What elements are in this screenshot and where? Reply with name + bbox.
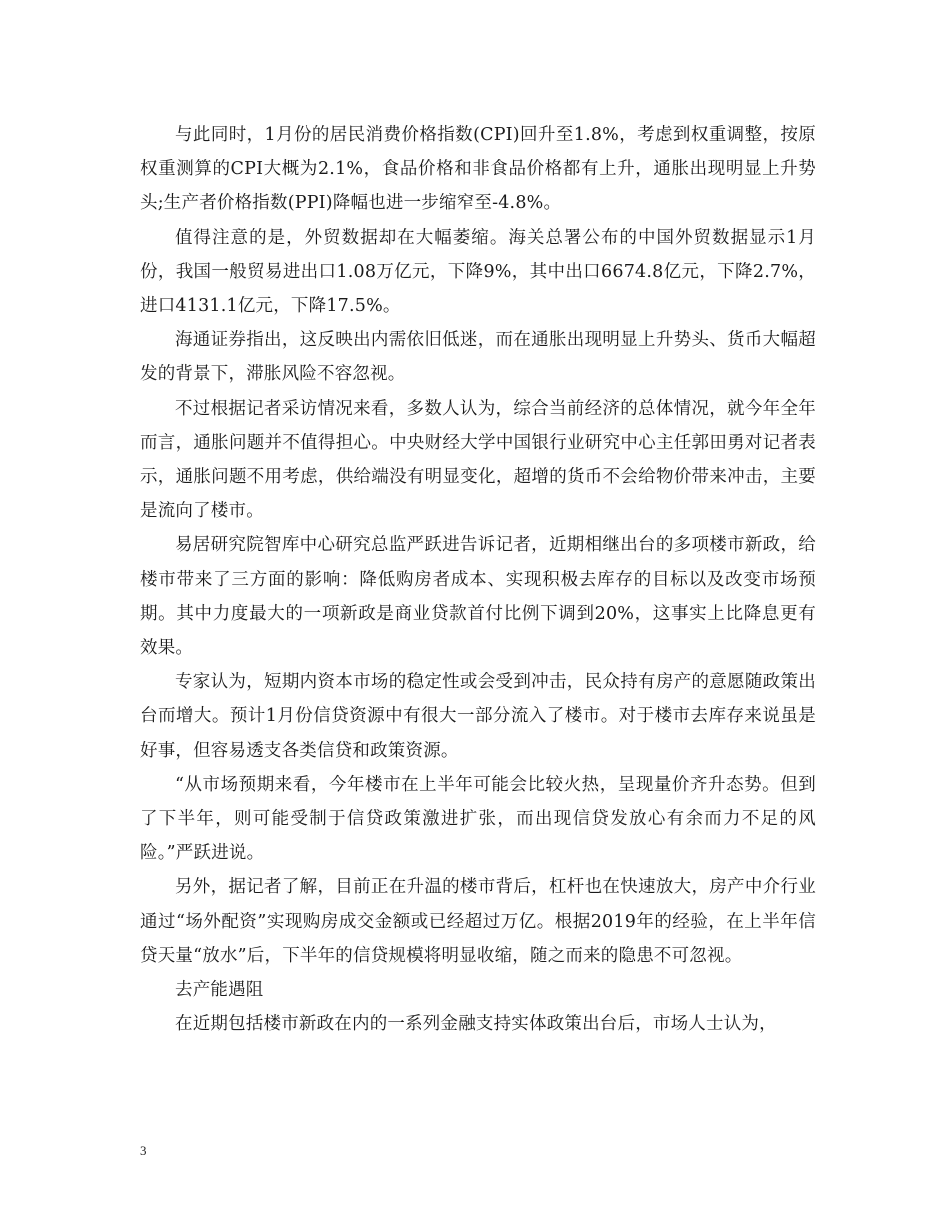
paragraph-haitong: 海通证券指出，这反映出内需依旧低迷，而在通胀出现明显上升势头、货币大幅超发的背景下，滞胀风险不容忽视。 [140, 330, 816, 385]
document-body [140, 118, 816, 1041]
paragraph-housing-policy: 易居研究院智库中心研究总监严跃进告诉记者，近期相继出台的多项楼市新政，给楼市带来了三方面的影响：降低购房者成本、实现积极去库存的目标以及改变市场预期。其中力度最大的一项新政是商业贷款首付比例下调到20%，这事实上比降息更有效果。 [140, 535, 816, 659]
page-number: 3 [140, 1143, 147, 1158]
paragraph-expert-view: 专家认为，短期内资本市场的稳定性或会受到冲击，民众持有房产的意愿随政策出台而增大。预计1月份信贷资源中有很大一部分流入了楼市。对于楼市去库存来说虽是好事，但容易透支各类信贷和政策资源。 [140, 672, 816, 761]
paragraph-quote: “从市场预期来看，今年楼市在上半年可能会比较火热，呈现量价齐升态势。但到了下半年，则可能受制于信贷政策激进扩张，而出现信贷发放心有余而力不足的风险。”严跃进说。 [140, 774, 816, 864]
paragraph-market-view: 在近期包括楼市新政在内的一系列金融支持实体政策出台后，市场人士认为， [175, 1014, 777, 1035]
paragraph-foreign-trade: 值得注意的是，外贸数据却在大幅萎缩。海关总署公布的中国外贸数据显示1月份，我国一般贸易进出口1.08万亿元，下降9%，其中出口6674.8亿元，下降2.7%，进口4131.1亿元，下降17.5%。 [140, 227, 816, 317]
section-heading: 去产能遇阻 [175, 980, 264, 1001]
paragraph-cpi: 与此同时，1月份的居民消费价格指数(CPI)回升至1.8%，考虑到权重调整，按原权重测算的CPI大概为2.1%，食品价格和非食品价格都有上升，通胀出现明显上升势头;生产者价格指数(PPI)降幅也进一步缩窄至-4.8%。 [140, 125, 816, 214]
paragraph-leverage: 另外，据记者了解，目前正在升温的楼市背后，杠杆也在快速放大，房产中介行业通过“场外配资”实现购房成交金额或已经超过万亿。根据2019年的经验，在上半年信贷天量“放水”后，下半年的信贷规模将明显收缩，随之而来的隐患不可忽视。 [140, 877, 816, 966]
paragraph-inflation-view: 不过根据记者采访情况来看，多数人认为，综合当前经济的总体情况，就今年全年而言，通胀问题并不值得担心。中央财经大学中国银行业研究中心主任郭田勇对记者表示，通胀问题不用考虑，供给端没有明显变化，超增的货币不会给物价带来冲击，主要是流向了楼市。 [140, 398, 816, 522]
